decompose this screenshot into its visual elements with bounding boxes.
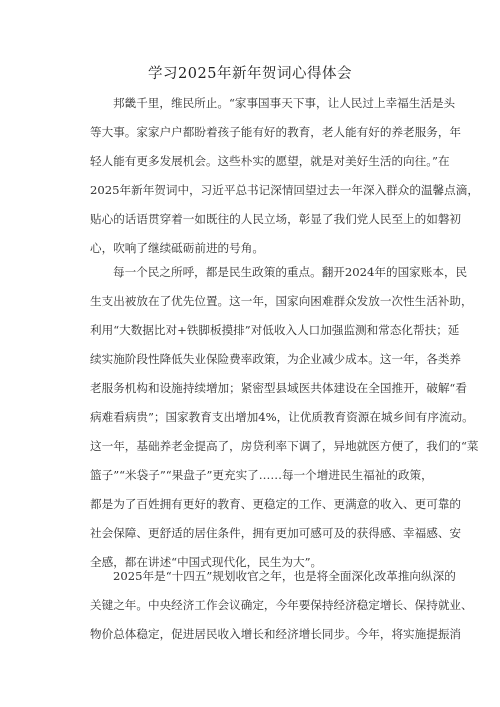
paragraph-line: 社会保障、更舒适的居住条件，拥有更加可感可及的获得感、幸福感、安 [90,526,462,540]
paragraph-line: 每一个民之所呼，都是民生政策的重点。翻开2024年的国家账本，民 [113,265,468,279]
paragraph-line: 贴心的话语贯穿着一如既往的人民立场，彰显了我们党人民至上的如磐初 [90,212,462,226]
paragraph-line: 利用“大数据比对+铁脚板摸排”对低收入人口加强监测和常态化帮扶；延 [90,323,460,337]
document-title: 学习2025年新年贺词心得体会 [148,66,352,82]
paragraph-line: 这一年，基础养老金提高了，房贷利率下调了，异地就医方便了，我们的“菜 [90,439,479,453]
paragraph-line: 续实施阶段性降低失业保险费率政策，为企业减少成本。这一年，各类养 [90,352,462,366]
paragraph-line: 全感，都在讲述“中国式现代化，民生为大”。 [90,555,323,569]
paragraph-line: 轻人能有更多发展机会。这些朴实的愿望，就是对美好生活的向往。”在 [90,154,450,168]
paragraph-line: 关键之年。中央经济工作会议确定，今年要保持经济稳定增长、保持就业、 [90,598,473,612]
paragraph-line: 都是为了百姓拥有更好的教育、更稳定的工作、更满意的收入、更可靠的 [90,497,462,511]
paragraph-line: 篮子”“米袋子”“果盘子”更充实了……每一个增进民生福祉的政策， [90,468,433,482]
paragraph-line: 老服务机构和设施持续增加；紧密型县域医共体建设在全国推开，破解“看 [90,381,467,395]
paragraph-line: 生支出被放在了优先位置。这一年，国家向困难群众发放一次性生活补助， [90,294,473,308]
paragraph-line: 2025年新年贺词中，习近平总书记深情回望过去一年深入群众的温馨点滴， [90,183,479,197]
paragraph-line: 病难看病贵”；国家教育支出增加4%，让优质教育资源在城乡间有序流动。 [90,410,474,424]
paragraph-line: 2025年是“十四五”规划收官之年，也是将全面深化改革推向纵深的 [113,569,456,583]
paragraph-1 [90,89,479,263]
paragraph-2 [90,258,479,577]
paragraph-3 [90,562,473,649]
paragraph-line: 等大事。家家户户都盼着孩子能有好的教育，老人能有好的养老服务，年 [90,125,462,139]
paragraph-line: 心，吹响了继续砥砺前进的号角。 [90,241,264,255]
paragraph-line: 邦畿千里，维民所止。“家事国事天下事，让人民过上幸福生活是头 [113,96,456,110]
paragraph-line: 物价总体稳定，促进居民收入增长和经济增长同步。今年，将实施提振消 [90,627,462,641]
